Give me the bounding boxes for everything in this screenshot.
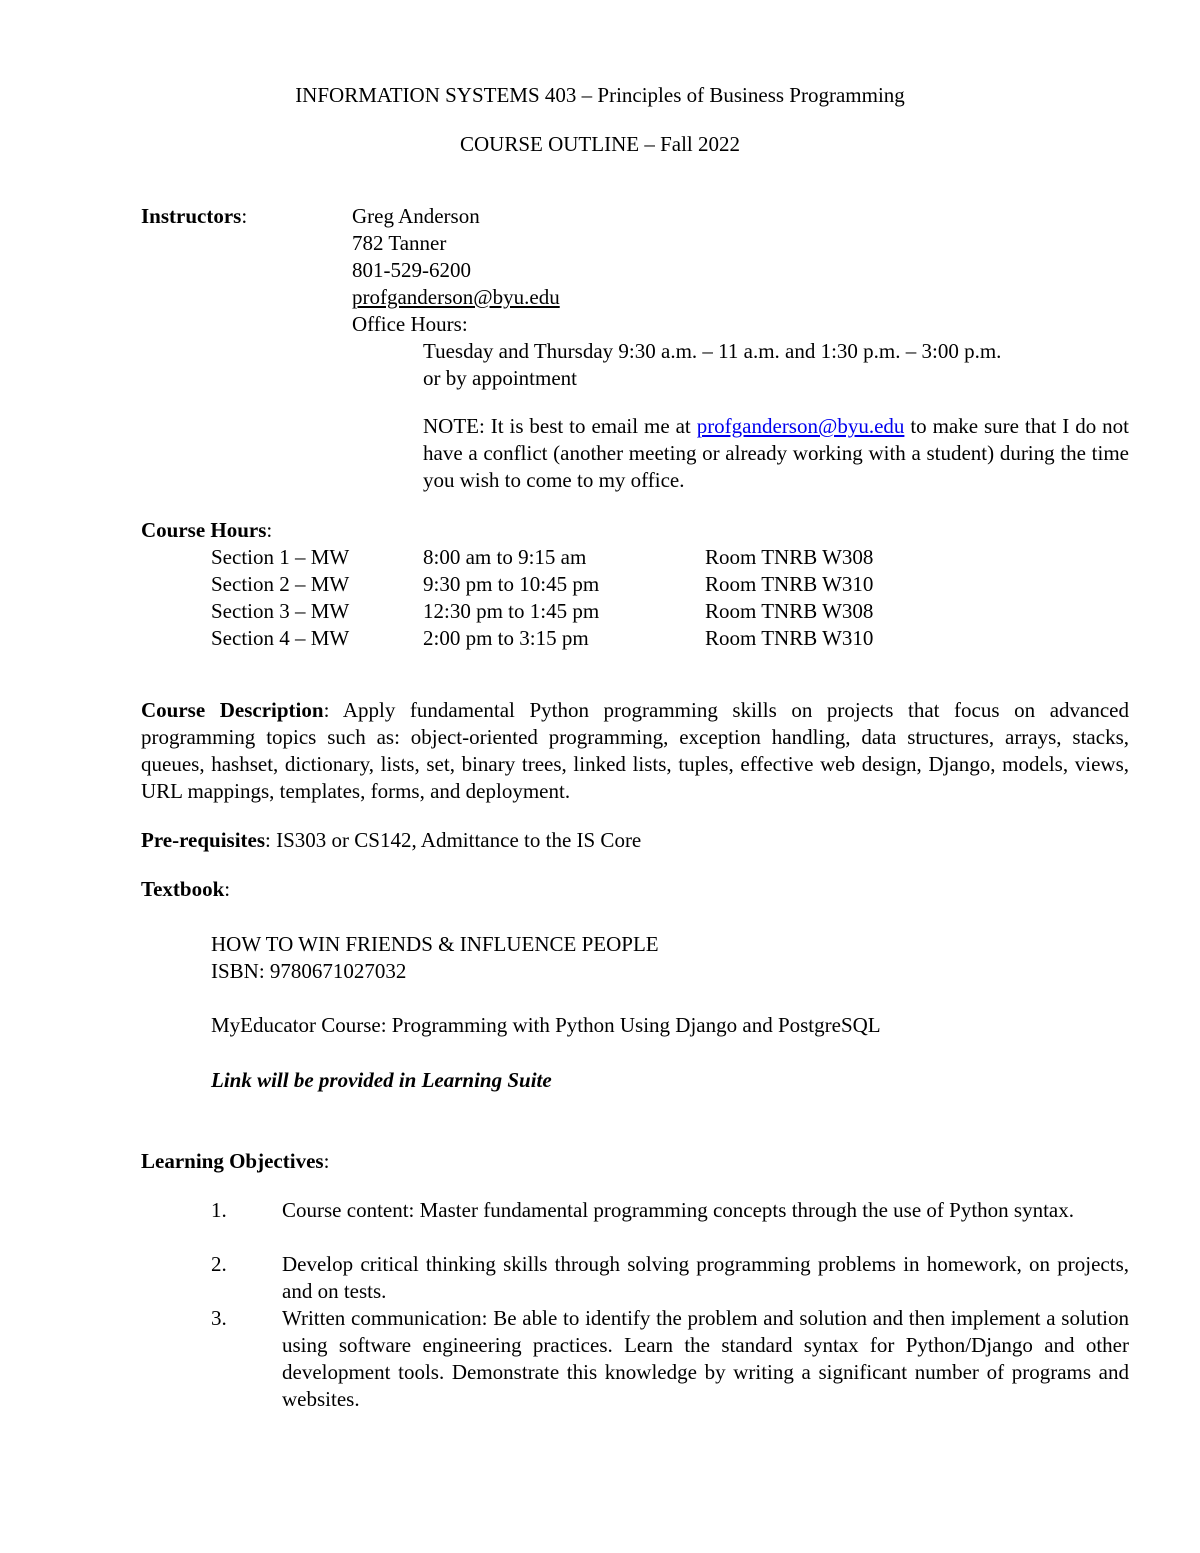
instructor-email-link[interactable]: profganderson@byu.edu — [352, 285, 560, 309]
textbook-heading — [141, 876, 230, 903]
section-2-name: Section 2 – MW — [211, 572, 350, 596]
instructor-phone: 801-529-6200 — [352, 258, 471, 282]
textbook-title: HOW TO WIN FRIENDS & INFLUENCE PEOPLE — [211, 932, 659, 956]
section-1-room: Room TNRB W308 — [705, 545, 874, 569]
course-description — [141, 697, 1129, 805]
objective-1-number: 1. — [211, 1198, 227, 1222]
prerequisites-text: : IS303 or CS142, Admittance to the IS Core — [265, 828, 642, 852]
section-4-time: 2:00 pm to 3:15 pm — [423, 626, 589, 650]
myeducator-course: MyEducator Course: Programming with Python Using Django and PostgreSQL — [211, 1013, 881, 1037]
note-text-before: NOTE: It is best to email me at — [423, 414, 697, 438]
course-hours-label: Course Hours — [141, 518, 267, 542]
office-hours-appointment: or by appointment — [423, 366, 577, 390]
note-email-link[interactable]: profganderson@byu.edu — [696, 414, 905, 438]
objective-3-number: 3. — [211, 1306, 227, 1330]
section-1-name: Section 1 – MW — [211, 545, 350, 569]
office-hours-times: Tuesday and Thursday 9:30 a.m. – 11 a.m. and 1:30 p.m. – 3:00 p.m. — [423, 339, 1002, 363]
course-title: INFORMATION SYSTEMS 403 – Principles of Business Programming — [295, 83, 905, 107]
section-3-time: 12:30 pm to 1:45 pm — [423, 599, 600, 623]
section-2-room: Room TNRB W310 — [705, 572, 874, 596]
course-description-text: : Apply fundamental Python programming skills on projects that focus on advanced programming topics such as: object-oriented programming, exception handling, data structures, arrays, stacks, queues, hashset, dictionary, lists, set, binary trees, linked lists, tuples, effective web design, Django, models, views, URL mappings, templates, forms, and deployment. — [141, 698, 1129, 803]
textbook-isbn: ISBN: 9780671027032 — [211, 959, 407, 983]
section-2-time: 9:30 pm to 10:45 pm — [423, 572, 600, 596]
objective-2-text: Develop critical thinking skills through solving programming problems in homework, on projects, and on tests. — [282, 1252, 1129, 1303]
textbook-colon: : — [224, 877, 231, 901]
section-3-room: Room TNRB W308 — [705, 599, 874, 623]
note-text-after: to make sure that I do not have a conflict (another meeting or already working with a student) during the time you wish to come to my office. — [423, 414, 1129, 492]
instructors-label: Instructors — [141, 204, 242, 228]
section-1-time: 8:00 am to 9:15 am — [423, 545, 587, 569]
section-4-room: Room TNRB W310 — [705, 626, 874, 650]
objective-3-text: Written communication: Be able to identify the problem and solution and then implement a solution using software engineering practices. Learn the standard syntax for Python/Django and other development tools. Demonstrate this knowledge by writing a significant number of programs and websites. — [282, 1306, 1129, 1411]
prerequisites-label: Pre-requisites — [141, 828, 266, 852]
course-hours-heading — [141, 517, 272, 544]
learning-suite-note: Link will be provided in Learning Suite — [211, 1068, 552, 1092]
course-description-label: Course Description — [141, 698, 324, 722]
textbook-label: Textbook — [141, 877, 225, 901]
instructors-heading — [141, 203, 247, 230]
course-hours-colon: : — [266, 518, 273, 542]
section-4-name: Section 4 – MW — [211, 626, 350, 650]
learning-objectives-colon: : — [323, 1149, 330, 1173]
objective-2-number: 2. — [211, 1252, 227, 1276]
instructor-name: Greg Anderson — [352, 204, 480, 228]
instructors-colon: : — [241, 204, 248, 228]
office-hours-label: Office Hours: — [352, 312, 468, 336]
objective-1-text: Course content: Master fundamental programming concepts through the use of Python syntax. — [282, 1198, 1075, 1222]
prerequisites — [141, 827, 641, 854]
office-hours-note — [423, 413, 1129, 494]
course-outline-heading: COURSE OUTLINE – Fall 2022 — [460, 132, 740, 156]
instructor-office: 782 Tanner — [352, 231, 447, 255]
section-3-name: Section 3 – MW — [211, 599, 350, 623]
learning-objectives-label: Learning Objectives — [141, 1149, 324, 1173]
learning-objectives-heading — [141, 1148, 329, 1175]
